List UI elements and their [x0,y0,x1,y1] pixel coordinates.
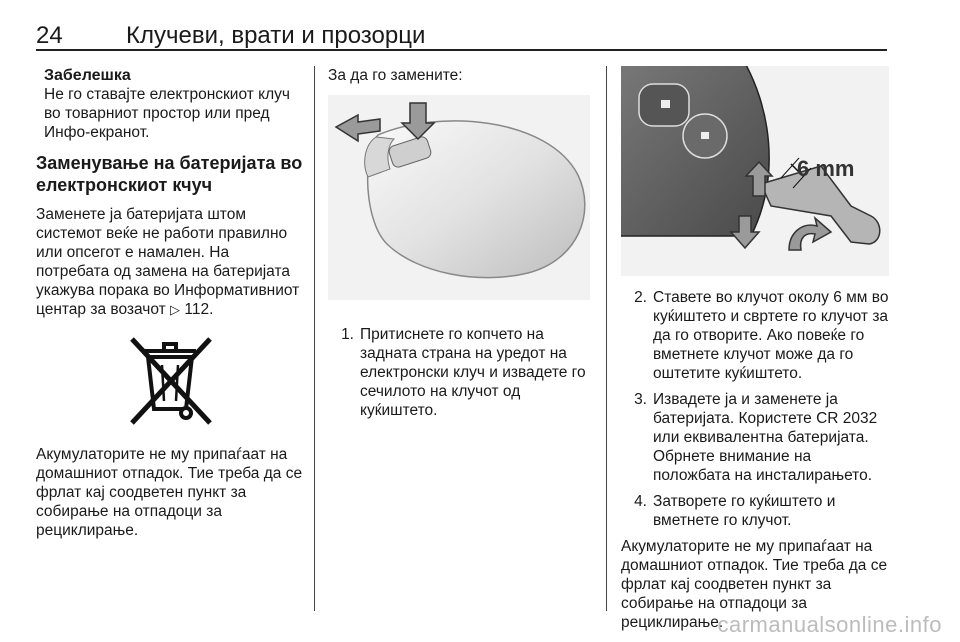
note-body: Не го ставајте електронскиот клуч во товарниот простор или пред Инфо-екранот. [44,86,290,141]
step-text: Затворете го куќиштето и вметнете го клучот. [653,493,836,529]
recycle-paragraph: Акумулаторите не му припаѓаат на домашниот отпадок. Тие треба да се фрлат кај соодветен пункт за собирање на отпадоци за рециклирање. [36,446,303,539]
page-number: 24 [36,22,63,49]
header-rule [36,49,887,51]
step-number: 3. [634,391,647,408]
step-number: 2. [634,289,647,306]
battery-replace-paragraph [36,205,304,319]
note-title: Забелешка [44,67,131,84]
watermark: carmanualsonline.info [717,612,942,637]
recycle-paragraph: Акумулаторите не му припаѓаат на домашниот отпадок. Тие треба да се фрлат кај соодветен пункт за собирање на отпадоци за рециклирање. [621,538,888,631]
list-item [328,325,590,420]
reference-arrow-icon: ▷ [170,302,181,317]
crossed-out-wheelie-bin-icon [124,333,216,425]
column-right [621,66,889,632]
step-number: 4. [634,493,647,510]
note-box [44,66,304,142]
steps-intro: За да го замените: [328,67,463,84]
step-text: Ставете во клучот околу 6 мм во куќиштето и свртете го клучот за да го отворите. Ако повеќе го вметнете клучот може да го оштетите куќиштето. [653,289,889,382]
list-item [621,390,889,485]
measurement-label: 6 mm [797,156,855,181]
step-number: 1. [341,326,354,343]
paragraph-text: Заменете ја батеријата штом системот веќе не работи правилно или опсегот е намален. На потребата од замена на батеријата укажува порака во Информативниот центар за возачот [36,206,300,318]
list-item [621,492,889,530]
column-divider [314,66,315,611]
chapter-title: Клучеви, врати и прозорци [126,22,426,49]
step-list [328,325,590,420]
arrow-left-icon [336,115,380,141]
list-item [621,288,889,383]
column-divider [606,66,607,611]
column-left [36,66,304,540]
step-text: Притиснете го копчето на задната страна на уредот на електронски клуч и извадете го сечилото на клучот од куќиштето. [360,326,586,419]
step-list [621,288,889,530]
page-reference-link[interactable]: 112. [184,301,214,318]
key-fob-illustration [328,95,590,300]
recycle-symbol [36,333,304,425]
section-heading: Заменување на батеријата во електронскиот кчуч [36,153,303,195]
page-header [36,22,886,52]
step-text: Извадете ја и заменете ја батеријата. Користете CR 2032 или еквивалентна батеријата. Обрнете внимание на положбата на инсталирањето. [653,391,878,484]
